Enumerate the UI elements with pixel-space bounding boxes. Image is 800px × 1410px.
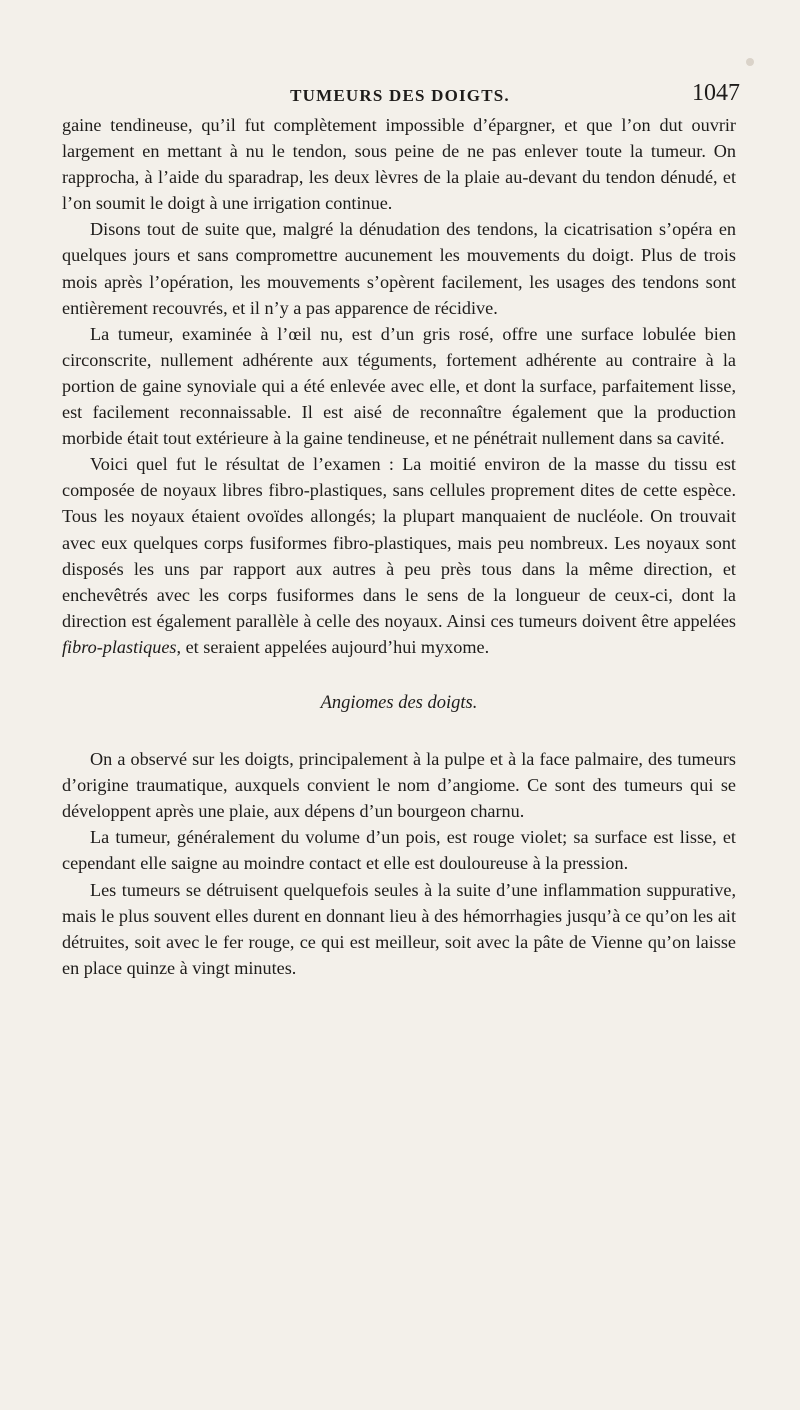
- paragraph-5: On a observé sur les doigts, principalement à la pulpe et à la face palmaire, des tumeurs d’origine traumatique, auxquels convient le nom d’angiome. Ce sont des tumeurs qui se développent après une plaie, aux dépens d’un bourgeon charnu.: [62, 749, 736, 822]
- paragraph-2: Disons tout de suite que, malgré la dénudation des tendons, la cicatrisation s’opéra en quelques jours et sans compromettre aucunement les mouvements du doigt. Plus de trois mois après l’opération, les mouvements s’opèrent facilement, les usages des tendons sont entièrement recouvrés, et il n’y a pas apparence de récidive.: [62, 219, 736, 318]
- body-text: [62, 112, 736, 981]
- running-title: TUMEURS DES DOIGTS.: [290, 86, 510, 105]
- paragraph-1: gaine tendineuse, qu’il fut complètement impossible d’épargner, et que l’on dut ouvrir largement en mettant à nu le tendon, sous peine de ne pas enlever toute la tumeur. On rapprocha, à l’aide du sparadrap, les deux lèvres de la plaie au-devant du tendon dénudé, et l’on soumit le doigt à une irrigation continue.: [62, 115, 736, 214]
- page-number: 1047: [692, 80, 740, 106]
- running-header: [60, 80, 740, 114]
- paragraph-4-end: , et seraient appelées aujourd’hui myxome.: [176, 636, 490, 657]
- italic-term: fibro-plastiques: [62, 636, 177, 657]
- paragraph-6: La tumeur, généralement du volume d’un pois, est rouge violet; sa surface est lisse, et cependant elle saigne au moindre contact et elle est douloureuse à la pression.: [62, 827, 736, 874]
- paragraph-4: [62, 451, 736, 660]
- paper-stain: [746, 58, 754, 66]
- paragraph-4-text: Voici quel fut le résultat de l’examen : La moitié environ de la masse du tissu est composée de noyaux libres fibro-plastiques, sans cellules proprement dites de cette espèce. Tous les noyaux étaient ovoïdes allongés; la plupart manquaient de nucléole. On trouvait avec eux quelques corps fusiformes fibro-plastiques, mais peu nombreux. Les noyaux sont disposés les uns par rapport aux autres à peu près tous dans la même direction, et enchevêtrés avec les corps fusiformes dans le sens de la longueur de ceux-ci, dont la direction est également parallèle à celle des noyaux. Ainsi ces tumeurs doivent être appelées: [62, 454, 736, 631]
- section-heading: Angiomes des doigts.: [320, 692, 478, 713]
- paragraph-3: La tumeur, examinée à l’œil nu, est d’un gris rosé, offre une surface lobulée bien circonscrite, nullement adhérente aux téguments, fortement adhérente au contraire à la portion de gaine synoviale qui a été enlevée avec elle, et dont la surface, parfaitement lisse, est facilement reconnaissable. Il est aisé de reconnaître également que la production morbide était tout extérieure à la gaine tendineuse, et ne pénétrait nullement dans sa cavité.: [62, 323, 736, 449]
- paragraph-7: Les tumeurs se détruisent quelquefois seules à la suite d’une inflammation suppurative, mais le plus souvent elles durent en donnant lieu à des hémorrhagies jusqu’à ce qu’on les ait détruites, soit avec le fer rouge, ce qui est meilleur, soit avec la pâte de Vienne qu’on laisse en place quinze à vingt minutes.: [62, 879, 736, 978]
